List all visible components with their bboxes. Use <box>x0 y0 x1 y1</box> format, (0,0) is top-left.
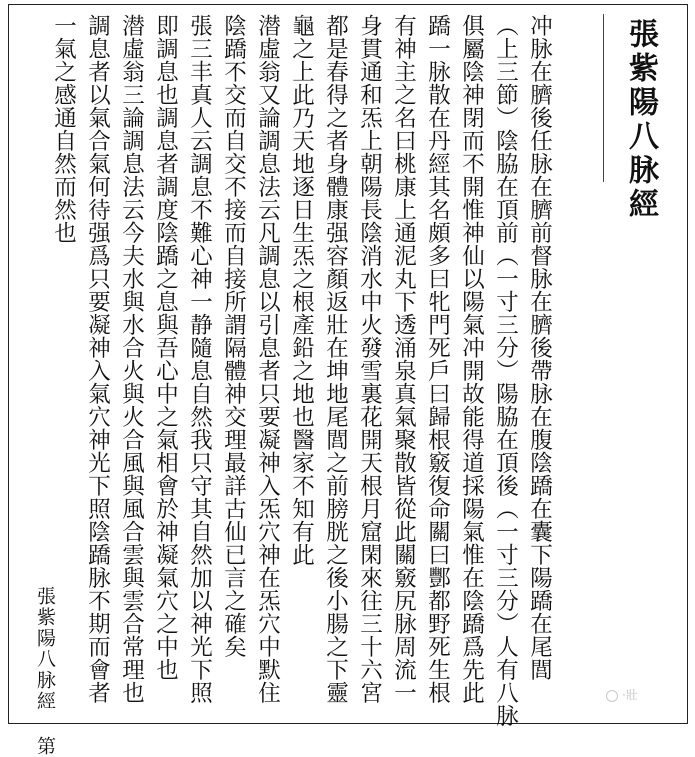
text-column: 陰蹻不交而自交不接而自接所謂隔體神交理最詳古仙已言之確矣 <box>220 14 247 658</box>
text-column: 身貫通和炁上朝陽長陰消水中火發雪裏花開天根月窟閑來往三十六宮 <box>356 14 383 704</box>
footer-title: 張紫陽八脉經 第 <box>34 586 56 757</box>
text-column: 張三丰真人云調息不難心神一静隨息自然我只守其自然加以神光下照 <box>186 14 213 704</box>
document-title: 張紫陽八脉經 <box>623 18 658 222</box>
title-divider <box>603 14 604 182</box>
text-column: 即調息也調息者調度陰蹻之息與吾心中之氣相會於神凝氣穴之中也 <box>152 14 179 681</box>
text-column: 調息者以氣合氣何待强爲只要凝神入氣穴神光下照陰蹻脉不期而會者 <box>84 14 111 704</box>
text-column: 一氣之感通自然而然也 <box>50 14 77 244</box>
text-column: 俱屬陰神閉而不開惟神仙以陽氣冲開故能得道採陽氣惟在陰蹻爲先此 <box>458 14 485 704</box>
text-column: 有神主之名曰桃康上通泥丸下透涌泉真氣聚散皆從此關竅尻脉周流一 <box>390 14 417 704</box>
text-column: 龜之上此乃天地逐日生炁之根產鉛之地也醫家不知有此 <box>288 14 315 566</box>
text-column: （上三節）陰脇在頂前（一寸三分）陽脇在頂後（一寸三分）人有八脉 <box>492 14 519 727</box>
text-column: 冲脉在臍後任脉在臍前督脉在臍後帶脉在腹陰蹻在囊下陽蹻在尾閭 <box>526 14 553 681</box>
text-column: 都是春得之者身體康强容顏返壯在坤地尾閭之前膀胱之後小腸之下靈 <box>322 14 349 704</box>
watermark-text: ·壯 <box>622 688 638 702</box>
text-column: 潜虛翁三論調息法云今夫水與水合火與火合風與風合雲與雲合常理也 <box>118 14 145 704</box>
text-column: 蹻一脉散在丹經其名頗多曰牝門死戶曰歸根竅復命關曰酆都野死生根 <box>424 14 451 704</box>
watermark-icon <box>606 690 618 702</box>
watermark <box>606 686 638 703</box>
text-column: 潜虛翁又論調息法云凡調息以引息者只要凝神入炁穴神在炁穴中默住 <box>254 14 281 704</box>
